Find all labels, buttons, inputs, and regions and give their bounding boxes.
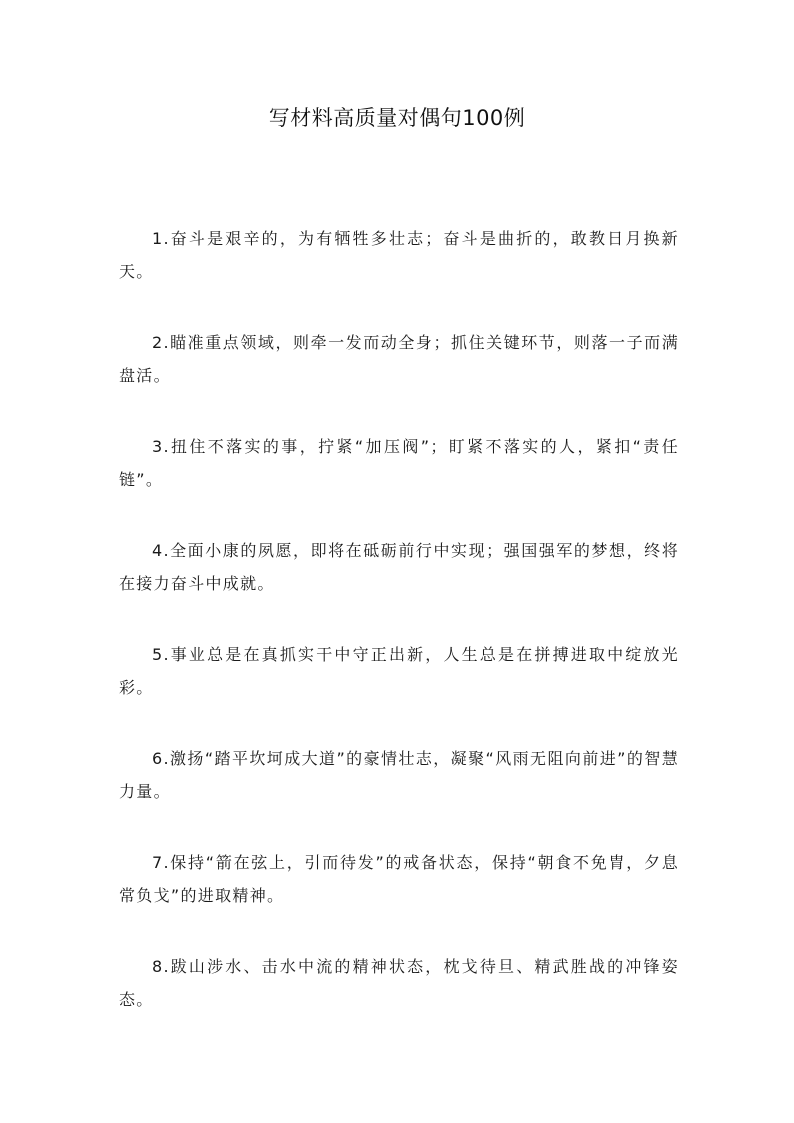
list-item: 3.扭住不落实的事，拧紧“加压阀”；盯紧不落实的人，紧扣“责任链”。 — [119, 437, 679, 489]
list-item: 2.瞄准重点领域，则牵一发而动全身；抓住关键环节，则落一子而满盘活。 — [119, 333, 679, 385]
list-item: 1.奋斗是艰辛的，为有牺牲多壮志；奋斗是曲折的，敢教日月换新天。 — [119, 229, 679, 281]
document-body — [119, 222, 679, 1054]
list-item: 7.保持“箭在弦上，引而待发”的戒备状态，保持“朝食不免胄，夕息常负戈”的进取精神。 — [119, 853, 679, 905]
list-item: 4.全面小康的夙愿，即将在砥砺前行中实现；强国强军的梦想，终将在接力奋斗中成就。 — [119, 541, 679, 593]
list-item: 6.激扬“踏平坎坷成大道”的豪情壮志，凝聚“风雨无阻向前进”的智慧力量。 — [119, 749, 679, 801]
document-title: 写材料高质量对偶句100例 — [268, 106, 526, 130]
list-item: 8.跋山涉水、击水中流的精神状态，枕戈待旦、精武胜战的冲锋姿态。 — [119, 957, 679, 1009]
list-item: 5.事业总是在真抓实干中守正出新，人生总是在拼搏进取中绽放光彩。 — [119, 645, 679, 697]
